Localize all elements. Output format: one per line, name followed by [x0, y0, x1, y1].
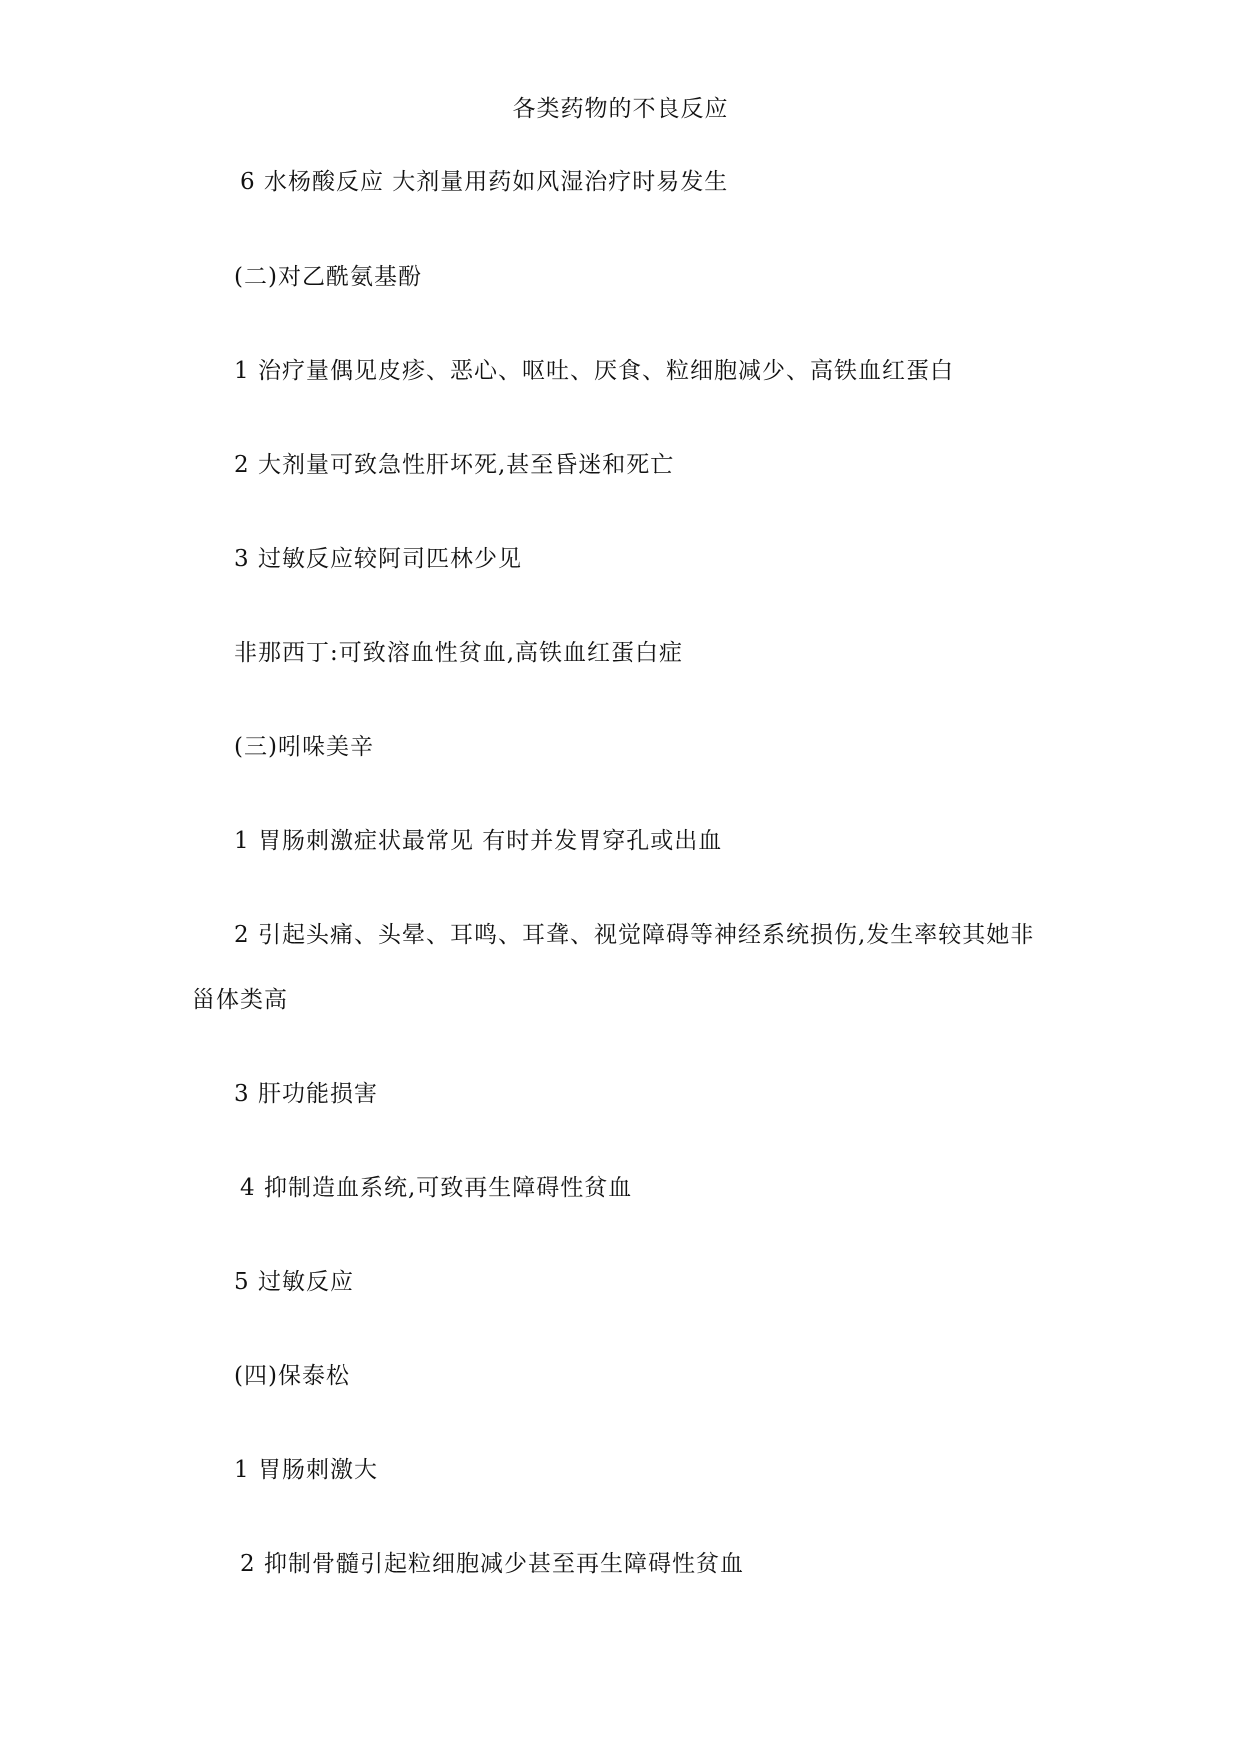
text-line-indomethacin-3: 3 肝功能损害	[234, 1081, 378, 1107]
section-heading-phenylbutazone: (四)保泰松	[234, 1363, 350, 1389]
section-heading-acetaminophen: (二)对乙酰氨基酚	[234, 264, 422, 290]
document-title: 各类药物的不良反应	[512, 96, 729, 122]
text-line-acetaminophen-2: 2 大剂量可致急性肝坏死,甚至昏迷和死亡	[234, 452, 675, 478]
text-line-indomethacin-2-continued: 甾体类高	[192, 987, 288, 1013]
text-line-phenacetin: 非那西丁:可致溶血性贫血,高铁血红蛋白症	[234, 640, 684, 666]
section-heading-indomethacin: (三)吲哚美辛	[234, 734, 374, 760]
text-line-acetaminophen-3: 3 过敏反应较阿司匹林少见	[234, 546, 522, 572]
text-line-indomethacin-2: 2 引起头痛、头晕、耳鸣、耳聋、视觉障碍等神经系统损伤,发生率较其她非	[234, 922, 1035, 948]
text-line-phenylbutazone-2: 2 抑制骨髓引起粒细胞减少甚至再生障碍性贫血	[240, 1551, 744, 1577]
text-line-indomethacin-5: 5 过敏反应	[234, 1269, 354, 1295]
text-line-indomethacin-4: 4 抑制造血系统,可致再生障碍性贫血	[240, 1175, 633, 1201]
text-line-salicylate-reaction: 6 水杨酸反应 大剂量用药如风湿治疗时易发生	[240, 169, 729, 195]
text-line-phenylbutazone-1: 1 胃肠刺激大	[234, 1457, 378, 1483]
text-line-indomethacin-1: 1 胃肠刺激症状最常见 有时并发胃穿孔或出血	[234, 828, 723, 854]
text-line-acetaminophen-1: 1 治疗量偶见皮疹、恶心、呕吐、厌食、粒细胞减少、高铁血红蛋白	[234, 358, 954, 384]
